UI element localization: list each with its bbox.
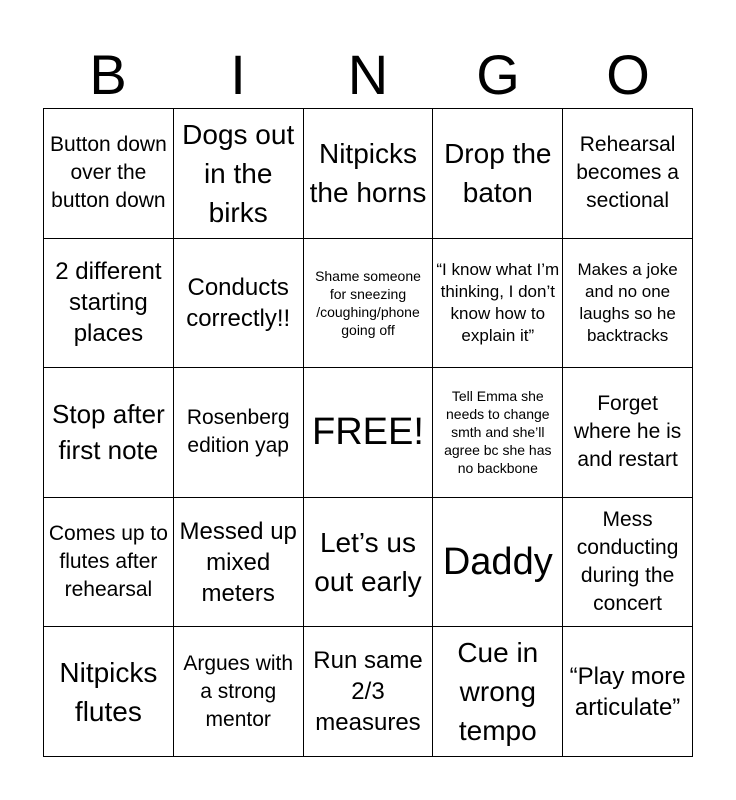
cell-text: 2 different starting places [55, 258, 162, 348]
header-letter-g: G [476, 43, 520, 106]
free-space[interactable] [304, 368, 434, 498]
cell-text: Messed up mixed meters [179, 517, 297, 607]
cell-text: “Play more articulate” [569, 662, 686, 721]
bingo-cell[interactable] [563, 239, 693, 369]
cell-text: Nitpicks flutes [59, 656, 158, 727]
cell-text: Let’s us out early [314, 527, 422, 598]
cell-text: Shame someone for sneezing /coughing/phone going off [315, 267, 421, 338]
header-letter-b: B [89, 43, 127, 106]
cell-text: Comes up to flutes after rehearsal [48, 522, 168, 602]
bingo-grid [43, 108, 693, 757]
cell-text: Argues with a strong mentor [183, 651, 294, 731]
cell-text: FREE! [312, 411, 424, 454]
bingo-cell[interactable] [174, 498, 304, 628]
cell-text: Conducts correctly!! [186, 273, 291, 332]
bingo-cell[interactable] [44, 109, 174, 239]
bingo-cell[interactable] [174, 239, 304, 369]
cell-text: Button down over the button down [50, 133, 167, 213]
bingo-cell[interactable] [304, 627, 434, 757]
bingo-cell[interactable] [304, 498, 434, 628]
bingo-cell[interactable] [174, 627, 304, 757]
bingo-header [43, 42, 693, 108]
bingo-cell[interactable] [44, 627, 174, 757]
bingo-cell[interactable] [563, 498, 693, 628]
bingo-cell[interactable] [563, 627, 693, 757]
cell-text: Dogs out in the birks [182, 118, 295, 228]
cell-text: Rosenberg edition yap [186, 406, 290, 458]
cell-text: Rehearsal becomes a sectional [576, 133, 679, 213]
cell-text: Makes a joke and no one laughs so he backtracks [577, 259, 678, 345]
bingo-cell[interactable] [44, 239, 174, 369]
cell-text: Forget where he is and restart [573, 392, 682, 472]
bingo-cell[interactable] [433, 627, 563, 757]
bingo-cell[interactable] [44, 498, 174, 628]
cell-text: Tell Emma she needs to change smth and she’ll agree bc she has no backbone [444, 388, 552, 477]
bingo-cell[interactable] [304, 239, 434, 369]
bingo-cell[interactable] [433, 498, 563, 628]
bingo-cell[interactable] [433, 368, 563, 498]
bingo-cell[interactable] [563, 368, 693, 498]
cell-text: Cue in wrong tempo [457, 637, 539, 747]
bingo-cell[interactable] [174, 109, 304, 239]
bingo-cell[interactable] [433, 239, 563, 369]
bingo-cell[interactable] [563, 109, 693, 239]
header-letter-i: I [230, 43, 246, 106]
bingo-cell[interactable] [44, 368, 174, 498]
header-letter-n: N [347, 43, 389, 106]
bingo-cell[interactable] [304, 109, 434, 239]
cell-text: Run same 2/3 measures [313, 647, 423, 737]
cell-text: Daddy [442, 541, 553, 584]
bingo-cell[interactable] [174, 368, 304, 498]
cell-text: Drop the baton [444, 138, 552, 209]
header-letter-o: O [606, 43, 650, 106]
cell-text: Nitpicks the horns [309, 138, 427, 209]
bingo-cell[interactable] [433, 109, 563, 239]
cell-text: “I know what I’m thinking, I don’t know how to explain it” [436, 259, 560, 345]
cell-text: Stop after first note [52, 399, 165, 466]
cell-text: Mess conducting during the concert [576, 508, 679, 616]
